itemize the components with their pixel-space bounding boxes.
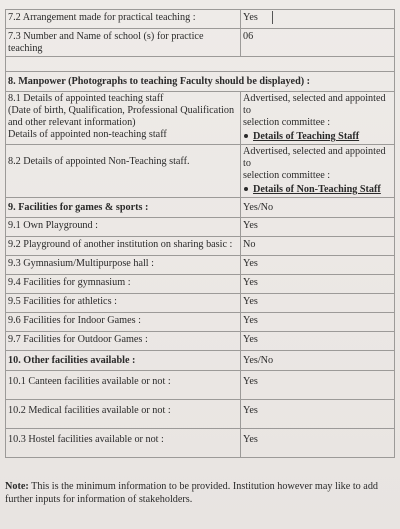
row-label: 10.2 Medical facilities available or not : [6,400,241,429]
label-line: Details of appointed non-teaching staff [8,129,167,140]
teaching-staff-link[interactable]: Details of Teaching Staff [253,131,360,142]
pen-mark [272,11,273,24]
row-value: Yes [241,294,395,313]
row-label: 10.1 Canteen facilities available or not : [6,371,241,400]
label-line: 8.1 Details of appointed teaching staff [8,93,164,104]
row-label: 9.4 Facilities for gymnasium : [6,275,241,294]
row-value: Yes [241,313,395,332]
bullet-icon [244,187,248,191]
table-row [6,218,395,237]
section-heading-row [6,198,395,218]
facilities-table [5,9,395,458]
row-label: 7.2 Arrangement made for practical teaching : [6,10,241,29]
value-line: selection committee : [243,117,331,128]
teaching-staff-value [241,92,395,145]
footnote [5,480,397,506]
row-value: Yes [241,400,395,429]
table-row [6,371,395,400]
row-label: 9.5 Facilities for athletics : [6,294,241,313]
label-line: and other relevant information) [8,117,136,128]
value-line: selection committee : [243,170,331,181]
non-teaching-staff-link-item [243,184,392,196]
teaching-staff-label [6,92,241,145]
row-label: 9.6 Facilities for Indoor Games : [6,313,241,332]
table-row [6,275,395,294]
table-row [6,10,395,29]
table-row [6,294,395,313]
games-heading: 9. Facilities for games & sports : [6,198,241,218]
label-line: (Date of birth, Qualification, Professional Qualification [8,105,235,116]
teaching-staff-link-item [243,131,392,143]
row-label: 7.3 Number and Name of school (s) for practice teaching [6,29,241,57]
row-value: Yes [241,218,395,237]
row-label: 10.3 Hostel facilities available or not : [6,429,241,458]
table-row [6,92,395,145]
other-facilities-heading: 10. Other facilities available : [6,351,241,371]
table-row [6,332,395,351]
table-row [6,429,395,458]
manpower-heading: 8. Manpower (Photographs to teaching Faculty should be displayed) : [6,72,395,92]
row-label: 9.3 Gymnasium/Multipurpose hall : [6,256,241,275]
row-value: Yes [241,332,395,351]
row-label: 9.1 Own Playground : [6,218,241,237]
row-value: Yes [241,429,395,458]
other-facilities-heading-value: Yes/No [241,351,395,371]
table-row [6,145,395,198]
row-value: Yes [241,10,395,29]
table-row [6,256,395,275]
section-heading-row [6,72,395,92]
table-row [6,237,395,256]
row-value: 06 [241,29,395,57]
section-heading-row [6,351,395,371]
row-value: Yes [241,275,395,294]
note-label: Note: [5,481,29,492]
note-text: This is the minimum information to be provided. Institution however may like to add further inputs for information of stakeholders. [5,481,379,505]
table-row [6,400,395,429]
row-label: 9.7 Facilities for Outdoor Games : [6,332,241,351]
bullet-icon [244,134,248,138]
row-value: Yes [241,371,395,400]
row-label: 9.2 Playground of another institution on sharing basic : [6,237,241,256]
row-value: Yes [241,256,395,275]
non-teaching-staff-link[interactable]: Details of Non-Teaching Staff [253,184,381,195]
table-spacer-row [6,57,395,72]
non-teaching-staff-label: 8.2 Details of appointed Non-Teaching staff. [6,145,241,198]
value-line: Advertised, selected and appointed to [243,146,386,169]
non-teaching-staff-value [241,145,395,198]
value-line: Advertised, selected and appointed to [243,93,386,116]
row-value: No [241,237,395,256]
games-heading-value: Yes/No [241,198,395,218]
table-row [6,313,395,332]
table-row [6,29,395,57]
